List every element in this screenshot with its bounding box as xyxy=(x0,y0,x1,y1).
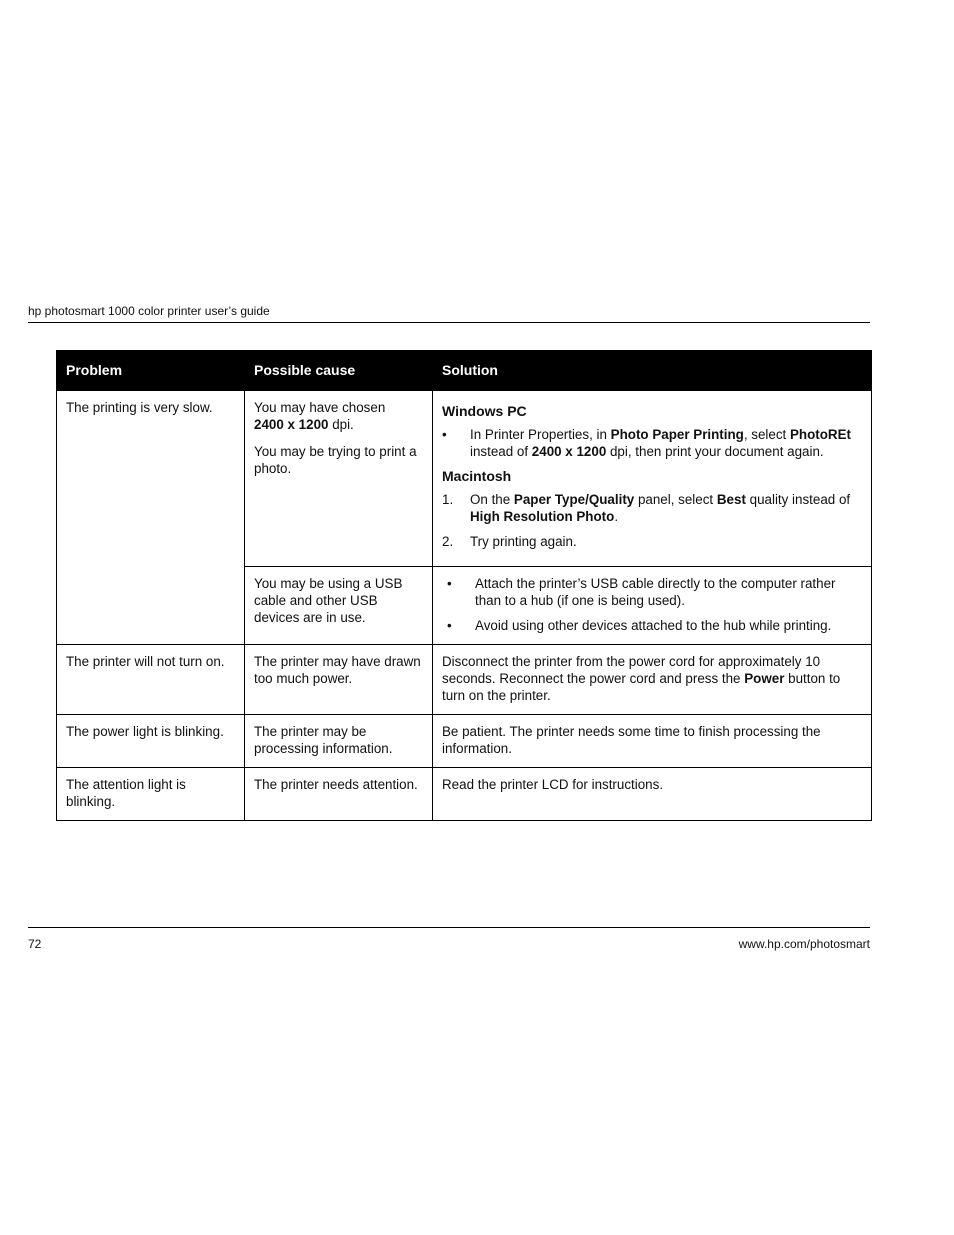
list-item: • Avoid using other devices attached to the hub while printing. xyxy=(447,618,832,633)
cause-paragraph: You may be trying to print a photo. xyxy=(254,444,417,476)
macintosh-heading: Macintosh xyxy=(442,468,512,484)
cause-cell: The printer may be processing information. xyxy=(245,715,433,768)
header-rule xyxy=(28,322,870,323)
solution-cell: Read the printer LCD for instructions. xyxy=(433,768,872,821)
list-item: 2. Try printing again. xyxy=(442,534,577,549)
troubleshooting-table xyxy=(56,350,872,821)
problem-cell: The printer will not turn on. xyxy=(57,645,245,715)
footer-rule xyxy=(28,927,870,928)
number-marker: 2. xyxy=(442,534,454,549)
cause-cell xyxy=(245,391,433,567)
bullet-marker: • xyxy=(442,427,447,442)
number-marker: 1. xyxy=(442,492,454,507)
problem-cell: The power light is blinking. xyxy=(57,715,245,768)
column-header-cause: Possible cause xyxy=(245,351,433,391)
table-row xyxy=(57,768,872,821)
windows-heading: Windows PC xyxy=(442,403,527,419)
page-number: 72 xyxy=(28,937,42,951)
cause-cell: The printer may have drawn too much power. xyxy=(245,645,433,715)
problem-cell: The attention light is blinking. xyxy=(57,768,245,821)
column-header-problem: Problem xyxy=(57,351,245,391)
solution-cell: Disconnect the printer from the power cord for approximately 10 seconds. Reconnect the power cord and press the Power button to turn on the printer. xyxy=(433,645,872,715)
solution-cell: Be patient. The printer needs some time to finish processing the information. xyxy=(433,715,872,768)
running-header: hp photosmart 1000 color printer user’s guide xyxy=(28,304,270,318)
bullet-marker: • xyxy=(447,618,452,633)
table-row xyxy=(57,715,872,768)
table-header-row xyxy=(57,351,872,391)
list-item: 1. On the Paper Type/Quality panel, select Best quality instead of High Resolution Photo. xyxy=(442,492,851,524)
cause-cell: You may be using a USB cable and other USB devices are in use. xyxy=(245,567,433,645)
cause-paragraph: You may have chosen 2400 x 1200 dpi. xyxy=(254,400,386,432)
problem-text: The printing is very slow. xyxy=(66,400,213,415)
cause-cell: The printer needs attention. xyxy=(245,768,433,821)
problem-cell xyxy=(57,391,245,645)
footer-url: www.hp.com/photosmart xyxy=(738,937,870,951)
list-item: • In Printer Properties, in Photo Paper Printing, select PhotoREt instead of 2400 x 1200 dpi, then print your document again. xyxy=(442,427,851,459)
column-header-solution: Solution xyxy=(433,351,872,391)
table-row xyxy=(57,645,872,715)
bullet-marker: • xyxy=(447,576,452,591)
solution-cell xyxy=(433,567,872,645)
list-item: • Attach the printer’s USB cable directly to the computer rather than to a hub (if one is being used). xyxy=(447,576,836,608)
solution-cell xyxy=(433,391,872,567)
table-row xyxy=(57,391,872,567)
